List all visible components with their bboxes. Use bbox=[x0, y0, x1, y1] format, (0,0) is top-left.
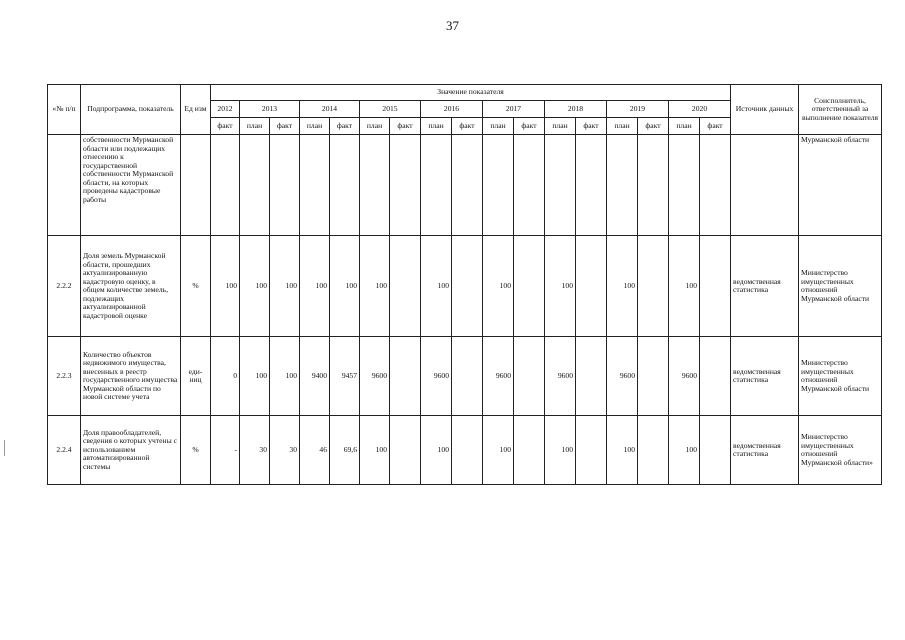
value-cell: 30 bbox=[240, 416, 270, 485]
value-cell: 9600 bbox=[669, 337, 700, 416]
value-cell bbox=[545, 135, 576, 236]
year-2020: 2020 bbox=[669, 101, 731, 118]
year-2012: 2012 bbox=[211, 101, 240, 118]
value-cell bbox=[330, 135, 360, 236]
subheader-plan: план bbox=[483, 118, 514, 135]
value-cell: 0 bbox=[211, 337, 240, 416]
value-cell: 100 bbox=[607, 236, 638, 337]
row-num: 2.2.2 bbox=[48, 236, 81, 337]
subheader-fact: факт bbox=[638, 118, 669, 135]
row-unit: еди-ниц bbox=[181, 337, 211, 416]
row-unit bbox=[181, 135, 211, 236]
value-cell: 9457 bbox=[330, 337, 360, 416]
row-source: ведомственная статистика bbox=[731, 337, 799, 416]
subheader-plan: план bbox=[360, 118, 390, 135]
value-cell bbox=[700, 236, 731, 337]
subheader-plan: план bbox=[421, 118, 452, 135]
value-cell bbox=[390, 135, 421, 236]
value-cell: 100 bbox=[545, 416, 576, 485]
row-source bbox=[731, 135, 799, 236]
value-cell: 30 bbox=[270, 416, 300, 485]
value-cell bbox=[514, 236, 545, 337]
value-cell: 69,6 bbox=[330, 416, 360, 485]
year-2014: 2014 bbox=[300, 101, 360, 118]
subheader-fact: факт bbox=[211, 118, 240, 135]
value-cell bbox=[390, 416, 421, 485]
value-cell: 100 bbox=[483, 416, 514, 485]
value-cell: 100 bbox=[270, 236, 300, 337]
row-num bbox=[48, 135, 81, 236]
value-cell bbox=[576, 337, 607, 416]
value-cell: 9600 bbox=[607, 337, 638, 416]
value-cell bbox=[576, 135, 607, 236]
subheader-fact: факт bbox=[390, 118, 421, 135]
row-name: собственности Мурманской области или подлежащих отнесению к государственной собственности Мурманской области, на которых проведены кадастровые работы bbox=[81, 135, 181, 236]
subheader-fact: факт bbox=[514, 118, 545, 135]
value-cell bbox=[700, 135, 731, 236]
value-cell bbox=[576, 416, 607, 485]
row-num: 2.2.3 bbox=[48, 337, 81, 416]
subheader-fact: факт bbox=[700, 118, 731, 135]
value-cell bbox=[240, 135, 270, 236]
header-num: «№ п/п bbox=[48, 85, 81, 135]
table-row bbox=[48, 135, 882, 236]
value-cell: 9600 bbox=[545, 337, 576, 416]
value-cell: 100 bbox=[211, 236, 240, 337]
value-cell bbox=[607, 135, 638, 236]
value-cell bbox=[700, 337, 731, 416]
subheader-plan: план bbox=[669, 118, 700, 135]
value-cell bbox=[483, 135, 514, 236]
indicators-table bbox=[47, 84, 882, 485]
table-row bbox=[48, 416, 882, 485]
value-cell: 100 bbox=[360, 416, 390, 485]
margin-mark bbox=[4, 440, 5, 456]
value-cell: 9600 bbox=[360, 337, 390, 416]
row-responsible: Мурманской области bbox=[799, 135, 882, 236]
value-cell: 100 bbox=[360, 236, 390, 337]
year-2013: 2013 bbox=[240, 101, 300, 118]
subheader-fact: факт bbox=[330, 118, 360, 135]
value-cell: 100 bbox=[270, 337, 300, 416]
value-cell bbox=[270, 135, 300, 236]
subheader-plan: план bbox=[607, 118, 638, 135]
table-row bbox=[48, 236, 882, 337]
value-cell: 100 bbox=[607, 416, 638, 485]
row-name: Доля земель Мурманской области, прошедших актуализированную кадастровую оценку, в общем количестве земель, подлежащих актуализированной кадастровой оценке bbox=[81, 236, 181, 337]
value-cell: 9600 bbox=[421, 337, 452, 416]
value-cell: 9600 bbox=[483, 337, 514, 416]
year-2015: 2015 bbox=[360, 101, 421, 118]
value-cell bbox=[638, 337, 669, 416]
year-2016: 2016 bbox=[421, 101, 483, 118]
subheader-plan: план bbox=[240, 118, 270, 135]
value-cell bbox=[452, 236, 483, 337]
value-cell bbox=[638, 135, 669, 236]
year-2017: 2017 bbox=[483, 101, 545, 118]
value-cell: 100 bbox=[240, 236, 270, 337]
table-row bbox=[48, 337, 882, 416]
row-unit: % bbox=[181, 416, 211, 485]
year-2018: 2018 bbox=[545, 101, 607, 118]
value-cell bbox=[421, 135, 452, 236]
header-unit: Ед изм bbox=[181, 85, 211, 135]
value-cell: 100 bbox=[421, 416, 452, 485]
value-cell bbox=[452, 337, 483, 416]
value-cell bbox=[211, 135, 240, 236]
header-value-group: Значение показателя bbox=[211, 85, 731, 101]
value-cell bbox=[638, 416, 669, 485]
value-cell bbox=[452, 135, 483, 236]
value-cell bbox=[514, 337, 545, 416]
value-cell: 100 bbox=[669, 236, 700, 337]
row-num: 2.2.4 bbox=[48, 416, 81, 485]
subheader-plan: план bbox=[300, 118, 330, 135]
value-cell: 100 bbox=[421, 236, 452, 337]
value-cell bbox=[360, 135, 390, 236]
row-responsible: Министерство имущественных отношений Мурманской области bbox=[799, 337, 882, 416]
value-cell: 46 bbox=[300, 416, 330, 485]
subheader-fact: факт bbox=[452, 118, 483, 135]
value-cell bbox=[390, 236, 421, 337]
row-name: Количество объектов недвижимого имущества, внесенных в реестр государственного имущества Мурманской области по новой системе учета bbox=[81, 337, 181, 416]
value-cell: 100 bbox=[483, 236, 514, 337]
subheader-fact: факт bbox=[576, 118, 607, 135]
header-source: Источник данных bbox=[731, 85, 799, 135]
value-cell bbox=[452, 416, 483, 485]
value-cell bbox=[514, 416, 545, 485]
header-responsible: Соисполнитель, ответственный за выполнение показателя bbox=[799, 85, 882, 135]
value-cell: 100 bbox=[240, 337, 270, 416]
row-source: ведомственная статистика bbox=[731, 416, 799, 485]
row-name: Доля правообладателей, сведения о которых учтены с использованием автоматизированной системы bbox=[81, 416, 181, 485]
value-cell: 100 bbox=[669, 416, 700, 485]
subheader-plan: план bbox=[545, 118, 576, 135]
value-cell bbox=[390, 337, 421, 416]
value-cell: 100 bbox=[545, 236, 576, 337]
value-cell bbox=[669, 135, 700, 236]
value-cell bbox=[514, 135, 545, 236]
subheader-fact: факт bbox=[270, 118, 300, 135]
header-name: Подпрограмма, показатель bbox=[81, 85, 181, 135]
value-cell bbox=[638, 236, 669, 337]
value-cell bbox=[300, 135, 330, 236]
value-cell bbox=[700, 416, 731, 485]
value-cell: 100 bbox=[300, 236, 330, 337]
value-cell: 9400 bbox=[300, 337, 330, 416]
year-2019: 2019 bbox=[607, 101, 669, 118]
row-responsible: Министерство имущественных отношений Мурманской области» bbox=[799, 416, 882, 485]
row-source: ведомственная статистика bbox=[731, 236, 799, 337]
row-responsible: Министерство имущественных отношений Мурманской области bbox=[799, 236, 882, 337]
page-number: 37 bbox=[446, 18, 459, 33]
value-cell bbox=[576, 236, 607, 337]
row-unit: % bbox=[181, 236, 211, 337]
value-cell: - bbox=[211, 416, 240, 485]
value-cell: 100 bbox=[330, 236, 360, 337]
